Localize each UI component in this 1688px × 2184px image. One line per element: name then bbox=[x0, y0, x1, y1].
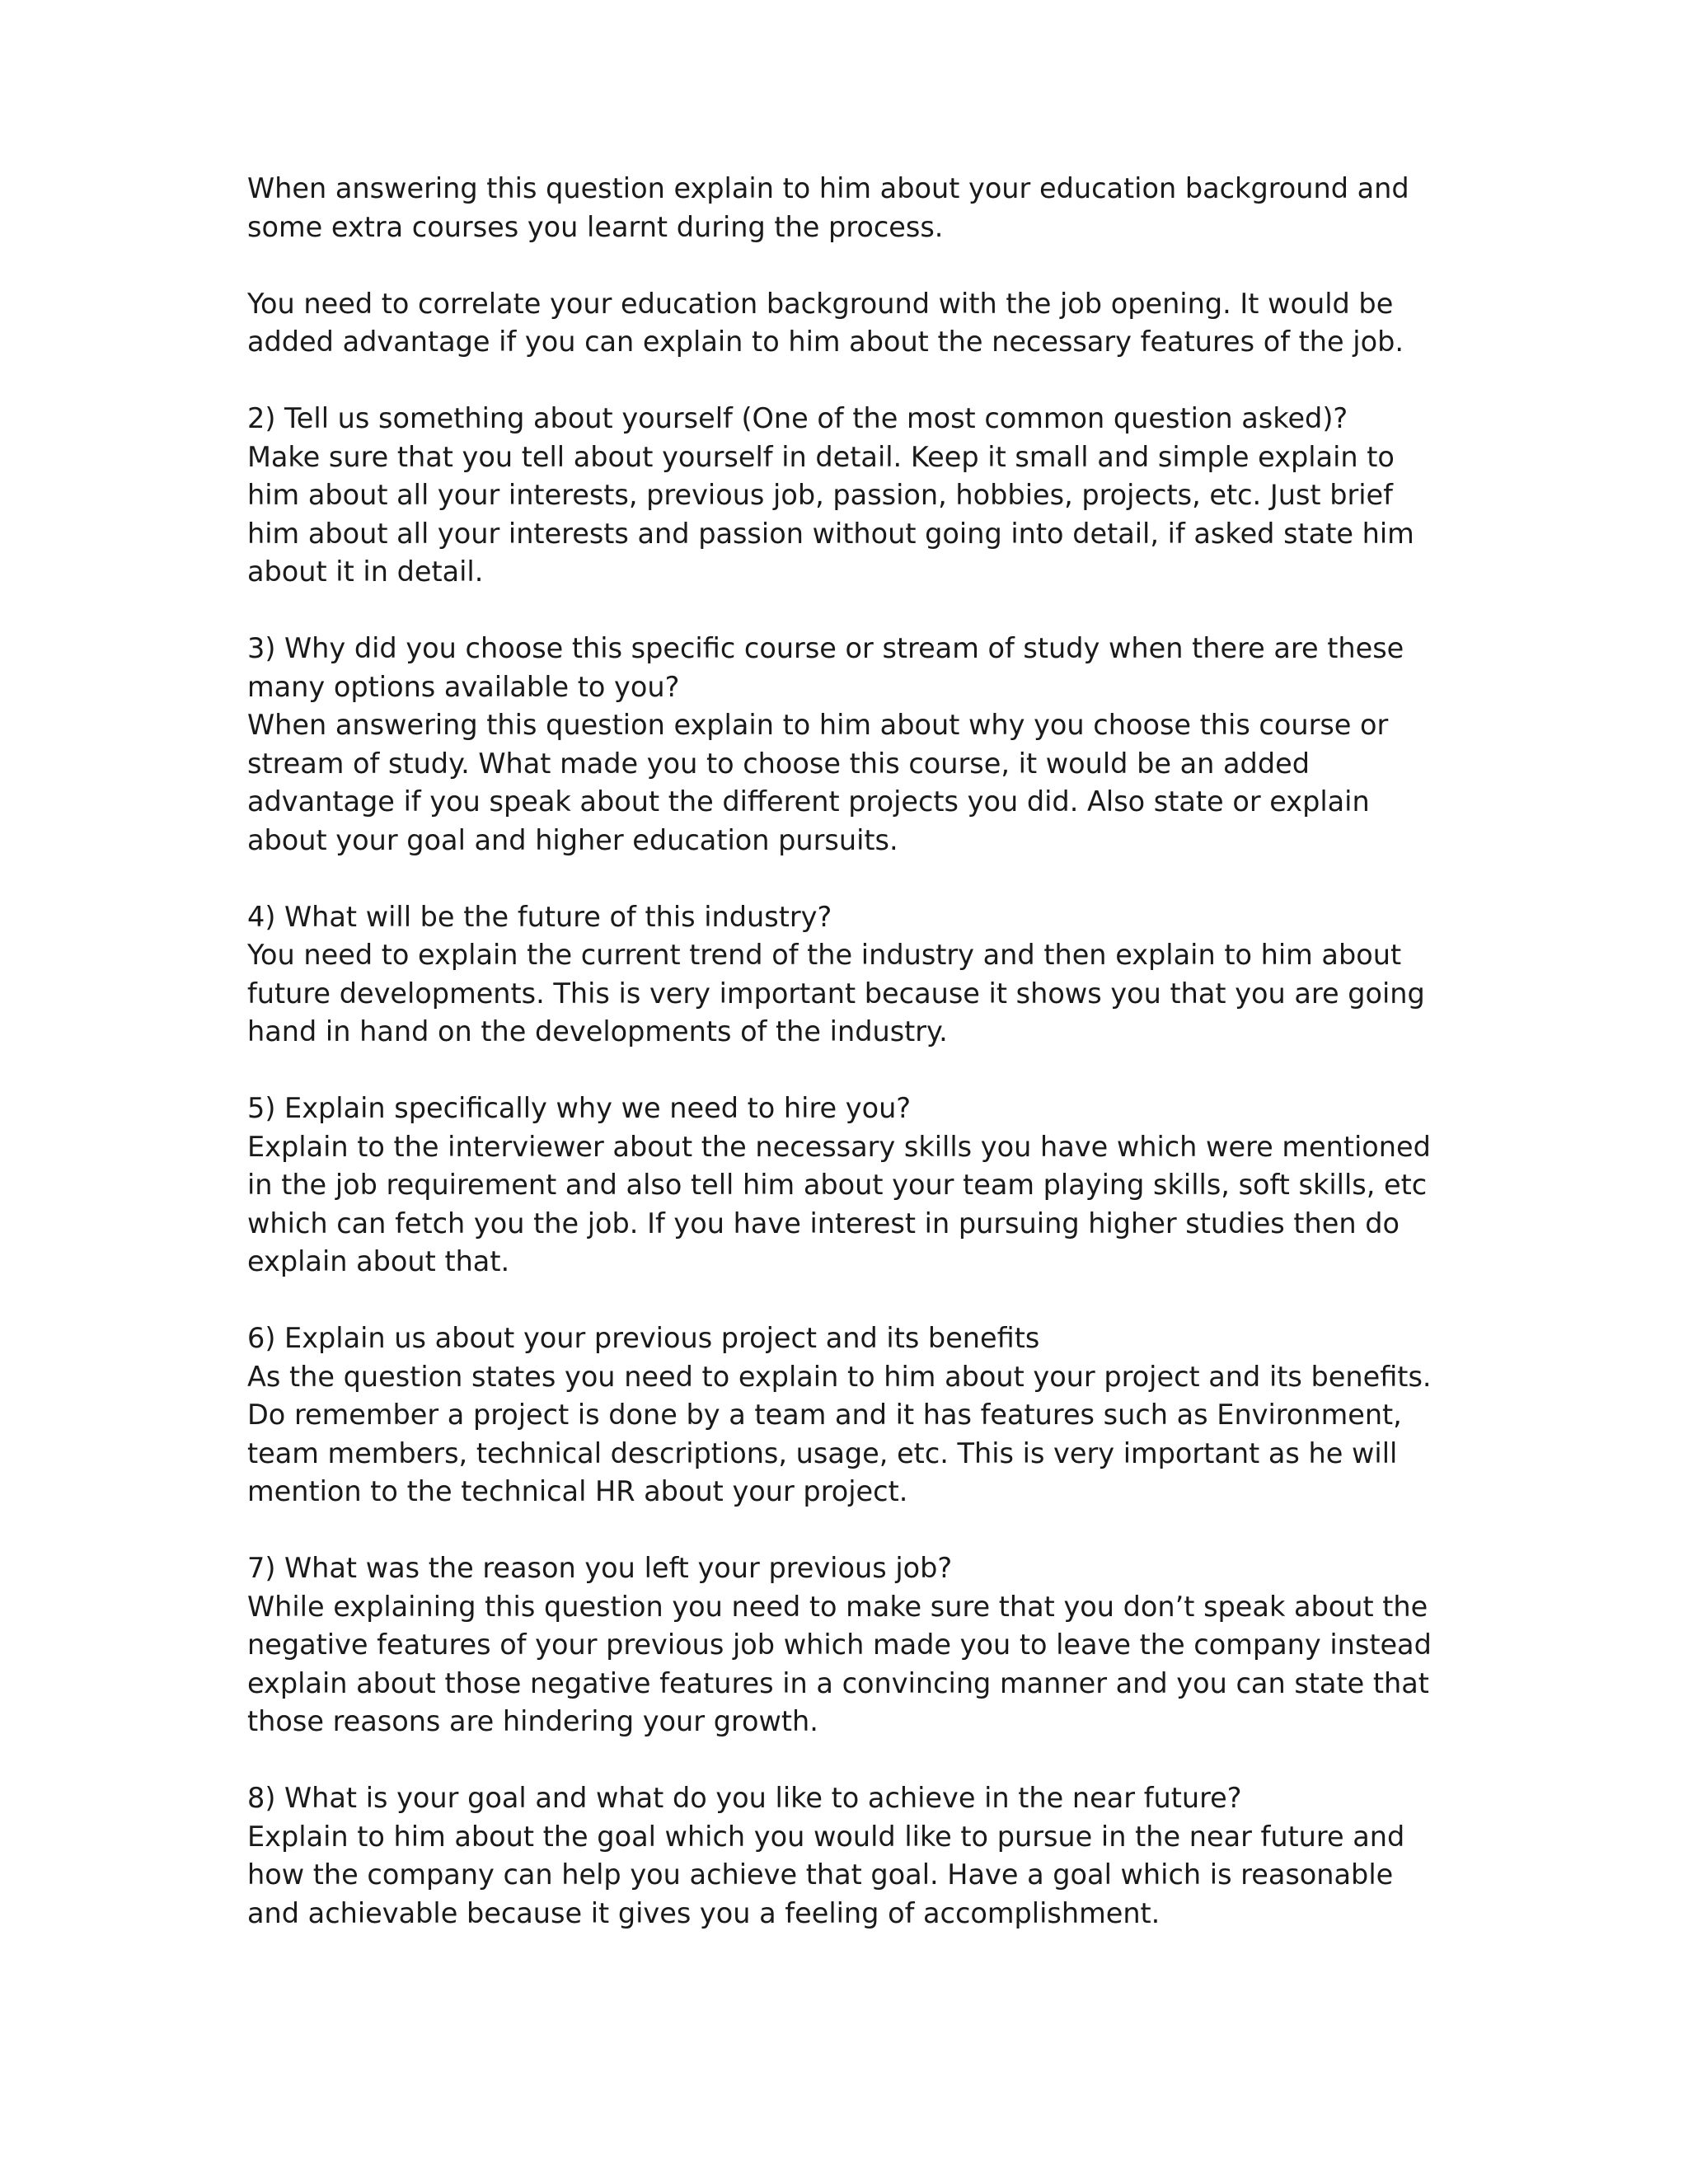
text-line: those reasons are hindering your growth. bbox=[247, 1705, 818, 1737]
text-line: 8) What is your goal and what do you like to achieve in the near future? bbox=[247, 1782, 1242, 1814]
paragraph bbox=[247, 400, 1451, 592]
text-line: negative features of your previous job which made you to leave the company instead bbox=[247, 1629, 1432, 1661]
text-line: You need to explain the current trend of the industry and then explain to him about bbox=[247, 939, 1402, 971]
text-line: him about all your interests, previous job, passion, hobbies, projects, etc. Just brief bbox=[247, 479, 1393, 511]
text-line: many options available to you? bbox=[247, 670, 680, 703]
document-body bbox=[247, 170, 1451, 1933]
text-line: Explain to him about the goal which you would like to pursue in the near future and bbox=[247, 1820, 1405, 1853]
text-line: which can fetch you the job. If you have interest in pursuing higher studies then do bbox=[247, 1207, 1400, 1240]
paragraph bbox=[247, 898, 1451, 1052]
text-line: As the question states you need to explain to him about your project and its benefits. bbox=[247, 1360, 1432, 1393]
text-line: explain about that. bbox=[247, 1245, 510, 1277]
text-line: in the job requirement and also tell him about your team playing skills, soft skills, etc bbox=[247, 1169, 1428, 1201]
paragraph bbox=[247, 285, 1451, 362]
text-line: explain about those negative features in a convincing manner and you can state that bbox=[247, 1666, 1429, 1699]
text-line: Make sure that you tell about yourself in detail. Keep it small and simple explain to bbox=[247, 440, 1395, 473]
text-line: You need to correlate your education background with the job opening. It would be bbox=[247, 287, 1394, 320]
paragraph bbox=[247, 170, 1451, 246]
text-line: advantage if you speak about the different projects you did. Also state or explain bbox=[247, 785, 1370, 818]
text-line: some extra courses you learnt during the process. bbox=[247, 210, 944, 243]
text-line: hand in hand on the developments of the industry. bbox=[247, 1015, 948, 1047]
paragraph bbox=[247, 1779, 1451, 1933]
text-line: how the company can help you achieve that goal. Have a goal which is reasonable bbox=[247, 1858, 1394, 1891]
text-line: stream of study. What made you to choose this course, it would be an added bbox=[247, 747, 1310, 780]
text-line: 2) Tell us something about yourself (One of the most common question asked)? bbox=[247, 402, 1348, 434]
text-line: team members, technical descriptions, usage, etc. This is very important as he will bbox=[247, 1436, 1398, 1469]
paragraph bbox=[247, 1549, 1451, 1741]
paragraph bbox=[247, 1319, 1451, 1511]
paragraph bbox=[247, 1090, 1451, 1282]
text-line: Do remember a project is done by a team and it has features such as Environment, bbox=[247, 1399, 1402, 1431]
text-line: and achievable because it gives you a feeling of accomplishment. bbox=[247, 1896, 1160, 1929]
text-line: mention to the technical HR about your project. bbox=[247, 1475, 908, 1507]
text-line: about it in detail. bbox=[247, 555, 484, 588]
text-line: While explaining this question you need to make sure that you don’t speak about the bbox=[247, 1590, 1428, 1623]
text-line: future developments. This is very important because it shows you that you are going bbox=[247, 977, 1425, 1010]
text-line: 5) Explain specifically why we need to hire you? bbox=[247, 1092, 912, 1124]
text-line: him about all your interests and passion without going into detail, if asked state him bbox=[247, 517, 1414, 550]
text-line: 6) Explain us about your previous project and its benefits bbox=[247, 1322, 1040, 1354]
text-line: 3) Why did you choose this specific course or stream of study when there are these bbox=[247, 632, 1404, 664]
text-line: 4) What will be the future of this industry? bbox=[247, 900, 832, 933]
text-line: about your goal and higher education pursuits. bbox=[247, 823, 898, 856]
text-line: When answering this question explain to him about your education background and bbox=[247, 172, 1409, 204]
text-line: Explain to the interviewer about the necessary skills you have which were mentioned bbox=[247, 1130, 1431, 1163]
text-line: 7) What was the reason you left your previous job? bbox=[247, 1552, 953, 1584]
paragraph bbox=[247, 630, 1451, 860]
text-line: added advantage if you can explain to him about the necessary features of the job. bbox=[247, 326, 1404, 358]
text-line: When answering this question explain to him about why you choose this course or bbox=[247, 709, 1389, 741]
